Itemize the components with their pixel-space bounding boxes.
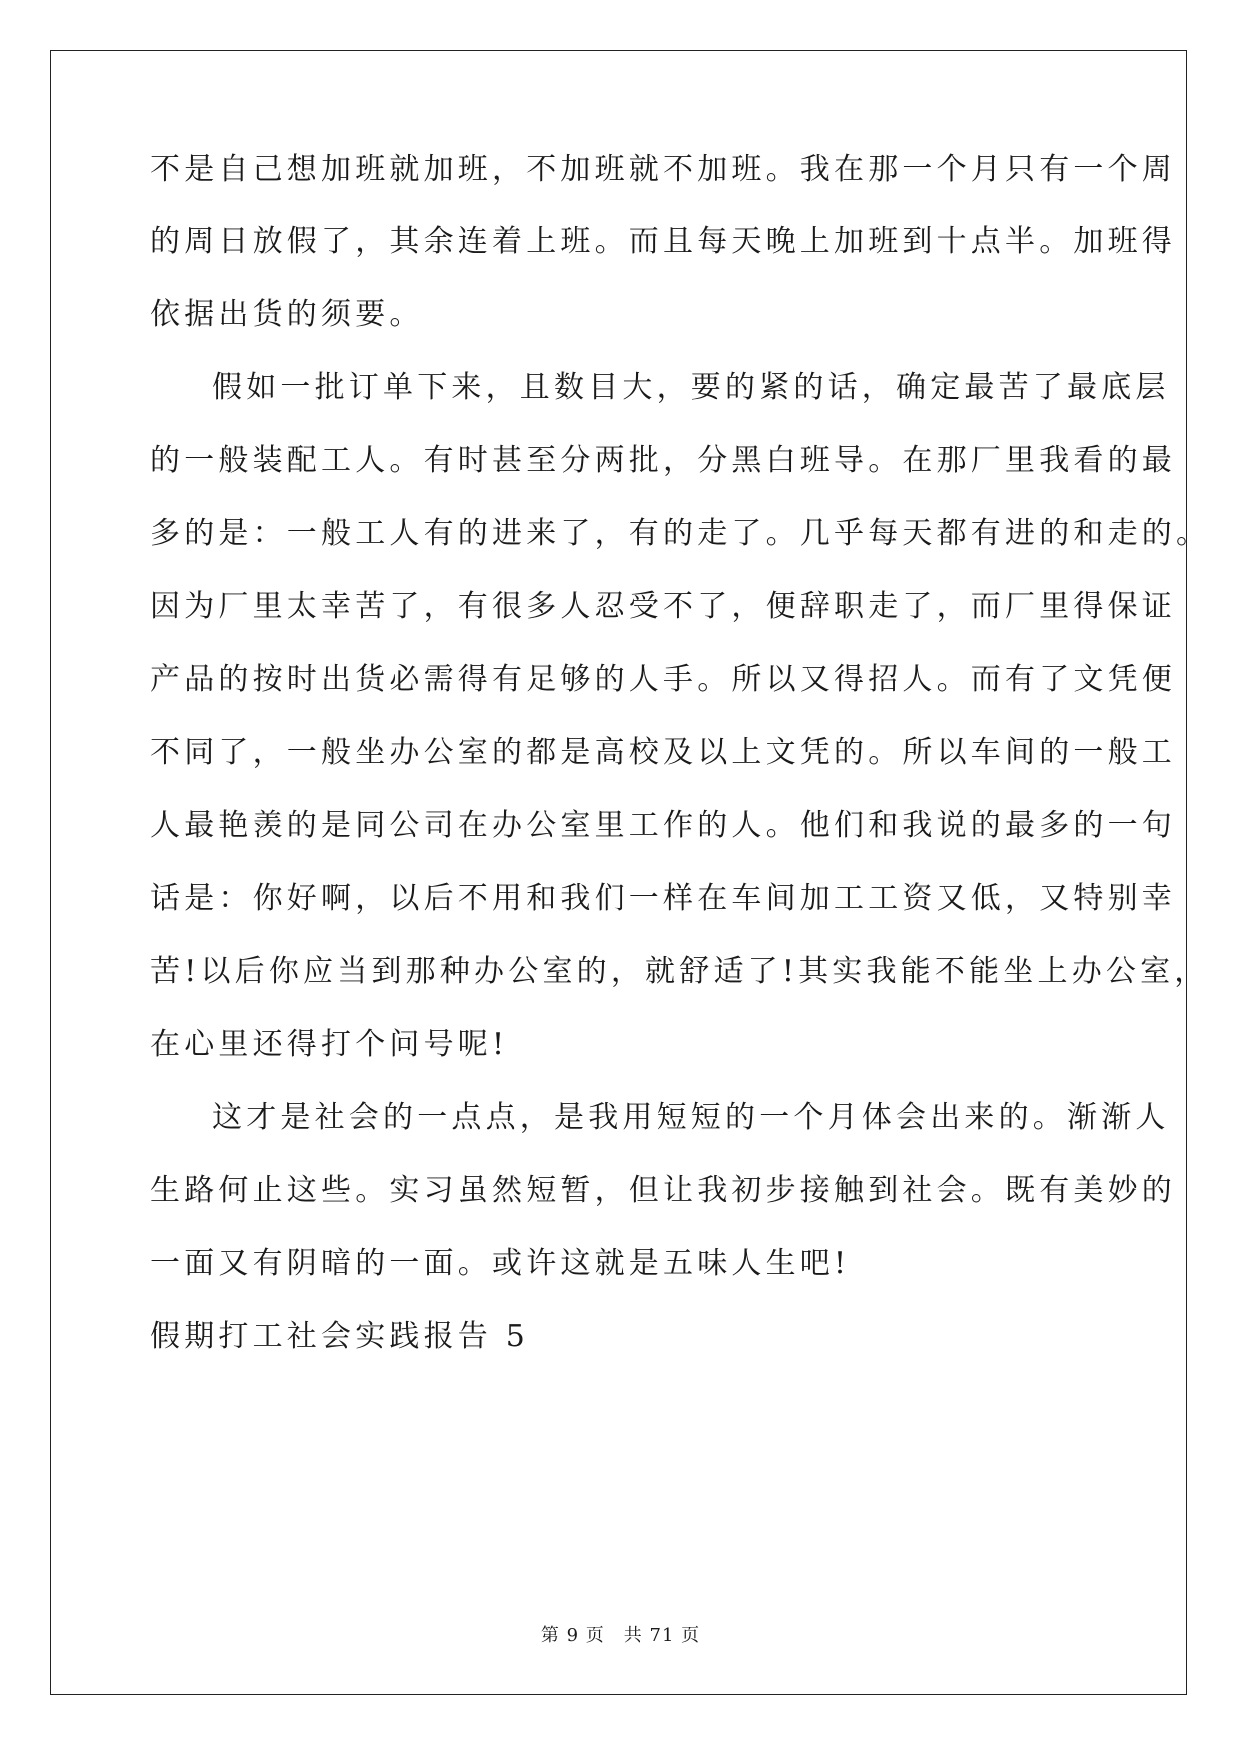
paragraph-line: 不是自己想加班就加班，不加班就不加班。我在那一个月只有一个周: [150, 152, 1176, 187]
paragraph-line: 假如一批订单下来，且数目大，要的紧的话，确定最苦了最底层: [212, 370, 1170, 405]
paragraph-line: 话是：你好啊，以后不用和我们一样在车间加工工资又低，又特别幸: [150, 881, 1176, 916]
paragraph-line: 产品的按时出货必需得有足够的人手。所以又得招人。而有了文凭便: [150, 662, 1176, 697]
paragraph-line: 生路何止这些。实习虽然短暂，但让我初步接触到社会。既有美妙的: [150, 1173, 1176, 1208]
paragraph-line: 苦!以后你应当到那种办公室的，就舒适了!其实我能不能坐上办公室，: [150, 954, 1209, 989]
paragraph-line: 的一般装配工人。有时甚至分两批，分黑白班导。在那厂里我看的最: [150, 443, 1176, 478]
paragraph-line: 多的是：一般工人有的进来了，有的走了。几乎每天都有进的和走的。: [150, 516, 1211, 551]
section-heading: 假期打工社会实践报告 5: [150, 1319, 530, 1354]
paragraph-line: 因为厂里太幸苦了，有很多人忍受不了，便辞职走了，而厂里得保证: [150, 589, 1176, 624]
paragraph-line: 在心里还得打个问号呢!: [150, 1027, 509, 1062]
page-number: 第 9 页 共 71 页: [540, 1625, 701, 1646]
paragraph-line: 依据出货的须要。: [150, 297, 424, 332]
paragraph-line: 人最艳羡的是同公司在办公室里工作的人。他们和我说的最多的一句: [150, 808, 1176, 843]
paragraph-line: 的周日放假了，其余连着上班。而且每天晚上加班到十点半。加班得: [150, 224, 1176, 259]
paragraph-line: 一面又有阴暗的一面。或许这就是五味人生吧!: [150, 1246, 851, 1281]
paragraph-line: 这才是社会的一点点，是我用短短的一个月体会出来的。渐渐人: [212, 1100, 1170, 1135]
paragraph-line: 不同了，一般坐办公室的都是高校及以上文凭的。所以车间的一般工: [150, 735, 1176, 770]
